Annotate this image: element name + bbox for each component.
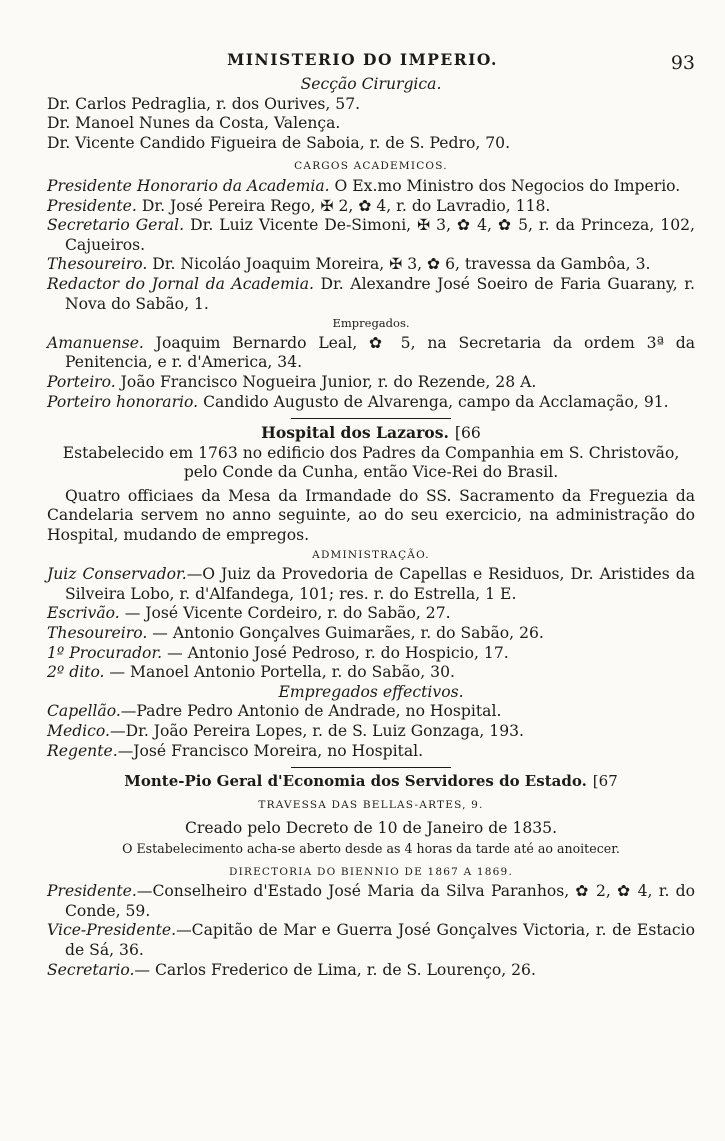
efectivos-heading: Empregados effectivos. [278, 682, 464, 701]
admin-role: Thesoureiro. [47, 624, 148, 643]
cargo-entry [47, 177, 695, 197]
section-divider [291, 418, 451, 419]
cargo-role: Presidente. [47, 196, 137, 215]
admin-role: 2º dito. [47, 663, 105, 682]
lazaros-intro: Estabelecido em 1763 no edificio dos Padres da Companhia em S. Christovão, pelo Conde da Cunha, então Vice-Rei do Brasil. [62, 443, 680, 482]
empregado-role: Porteiro honorario. [47, 392, 199, 411]
admin-entry [47, 604, 695, 624]
empregado-entry [47, 393, 695, 413]
cargo-role: Presidente Honorario da Academia. [47, 176, 330, 195]
efectivo-text: —José Francisco Moreira, no Hospital. [117, 741, 424, 760]
efectivo-role: Medico. [47, 722, 110, 740]
empregado-text: Joaquim Bernardo Leal, ✿ 5, na Secretaria da ordem 3ª da Penitencia, e r. d'America, 34. [65, 333, 695, 372]
list-item: Dr. Vicente Candido Figueira de Saboia, r. de S. Pedro, 70. [47, 133, 511, 152]
running-head: MINISTERIO DO IMPERIO. [227, 50, 498, 69]
admin-text: — José Vicente Cordeiro, r. do Sabão, 27. [119, 604, 451, 623]
efectivo-entry [47, 742, 695, 762]
admin-entry [47, 624, 695, 644]
montepio-hours: O Estabelecimento acha-se aberto desde as 4 horas da tarde até ao anoitecer. [122, 840, 620, 856]
efectivo-role: Capellão. [47, 702, 121, 721]
admin-text: —O Juiz da Provedoria de Capellas e Residuos, Dr. Aristides da Silveira Lobo, r. d'Alfandega, 101; res. r. do Estrella, 1 E. [65, 565, 695, 603]
list-item: Dr. Manoel Nunes da Costa, Valença. [47, 114, 341, 133]
montepio-title: Monte-Pio Geral d'Economia dos Servidores do Estado. [124, 772, 587, 791]
empregado-text: Candido Augusto de Alvarenga, campo da Acclamação, 91. [198, 392, 669, 411]
admin-text: — Antonio Gonçalves Guimarães, r. do Sabão, 26. [147, 624, 544, 643]
lazaros-title: Hospital dos Lazaros. [261, 423, 449, 443]
empregado-role: Amanuense. [47, 333, 144, 352]
section-number: [67 [592, 772, 618, 791]
efectivo-role: Regente. [47, 741, 118, 760]
directoria-entry [47, 921, 695, 960]
admin-entry [47, 644, 695, 664]
montepio-address: TRAVESSA DAS BELLAS-ARTES, 9. [258, 798, 484, 811]
empregado-entry [47, 373, 695, 393]
empregado-role: Porteiro. [47, 372, 116, 391]
efectivo-text: —Padre Pedro Antonio de Andrade, no Hospital. [120, 702, 502, 721]
directoria-role: Presidente. [47, 882, 137, 901]
cargo-text: Dr. Luiz Vicente De-Simoni, ✠ 3, ✿ 4, ✿ 5, r. da Princeza, 102, Cajueiros. [65, 216, 695, 254]
section-title-montepio [47, 772, 695, 792]
admin-text: — Manoel Antonio Portella, r. do Sabão, 30. [104, 663, 455, 682]
empregados-heading: Empregados. [332, 316, 410, 331]
directoria-role: Secretario. [47, 960, 135, 979]
directoria-entry [47, 882, 695, 921]
cargo-text: Dr. José Pereira Rego, ✠ 2, ✿ 4, r. do Lavradio, 118. [136, 196, 551, 215]
cargo-text: Dr. Nicoláo Joaquim Moreira, ✠ 3, ✿ 6, travessa da Gambôa, 3. [147, 255, 651, 274]
cargo-role: Redactor do Jornal da Academia. [47, 274, 314, 293]
efectivo-entry [47, 722, 695, 742]
body-text [47, 75, 695, 980]
admin-role: Escrivão. [47, 604, 120, 623]
efectivo-text: —Dr. João Pereira Lopes, r. de S. Luiz Gonzaga, 193. [109, 722, 525, 740]
cargo-role: Secretario Geral. [47, 216, 185, 235]
cargo-text: O Ex.mo Ministro dos Negocios do Imperio. [329, 176, 681, 195]
cargo-entry [47, 255, 695, 275]
directoria-text: — Carlos Frederico de Lima, r. de S. Lourenço, 26. [134, 960, 536, 979]
cargo-entry [47, 216, 695, 255]
empregado-text: João Francisco Nogueira Junior, r. do Rezende, 28 A. [115, 372, 537, 391]
admin-entry [47, 663, 695, 683]
directoria-role: Vice-Presidente. [47, 921, 177, 940]
section-divider [291, 767, 451, 768]
cargo-role: Thesoureiro. [47, 255, 148, 274]
empregado-entry [47, 334, 695, 373]
cargo-entry [47, 275, 695, 314]
section-number: [66 [454, 424, 481, 443]
efectivo-entry [47, 702, 695, 722]
admin-role: 1º Procurador. [47, 643, 163, 662]
admin-heading: ADMINISTRAÇÃO. [312, 548, 430, 561]
cargos-heading: CARGOS ACADEMICOS. [294, 160, 448, 173]
cargo-text: Dr. Alexandre José Soeiro de Faria Guarany, r. Nova do Sabão, 1. [65, 274, 695, 313]
admin-text: — Antonio José Pedroso, r. do Hospicio, 17. [162, 643, 509, 662]
list-item: Dr. Carlos Pedraglia, r. dos Ourives, 57. [47, 94, 361, 113]
directoria-entry [47, 961, 695, 981]
lazaros-paragraph: Quatro officiaes da Mesa da Irmandade do SS. Sacramento da Freguezia da Candelaria servem no anno seguinte, ao do seu exercicio, na administração do Hospital, mudando de empregos. [47, 486, 695, 545]
directoria-text: —Capitão de Mar e Guerra José Gonçalves Victoria, r. de Estacio de Sá, 36. [65, 921, 695, 959]
admin-entry [47, 565, 695, 604]
directoria-heading: DIRECTORIA DO BIENNIO DE 1867 A 1869. [229, 865, 513, 878]
page-number: 93 [670, 52, 695, 74]
directoria-text: —Conselheiro d'Estado José Maria da Silva Paranhos, ✿ 2, ✿ 4, r. do Conde, 59. [65, 882, 695, 920]
section-title-cirurgica: Secção Cirurgica. [300, 75, 442, 93]
montepio-created: Creado pelo Decreto de 10 de Janeiro de 1835. [184, 819, 558, 838]
admin-role: Juiz Conservador. [47, 565, 187, 584]
cargo-entry [47, 197, 695, 217]
section-title-lazaros [47, 423, 695, 444]
